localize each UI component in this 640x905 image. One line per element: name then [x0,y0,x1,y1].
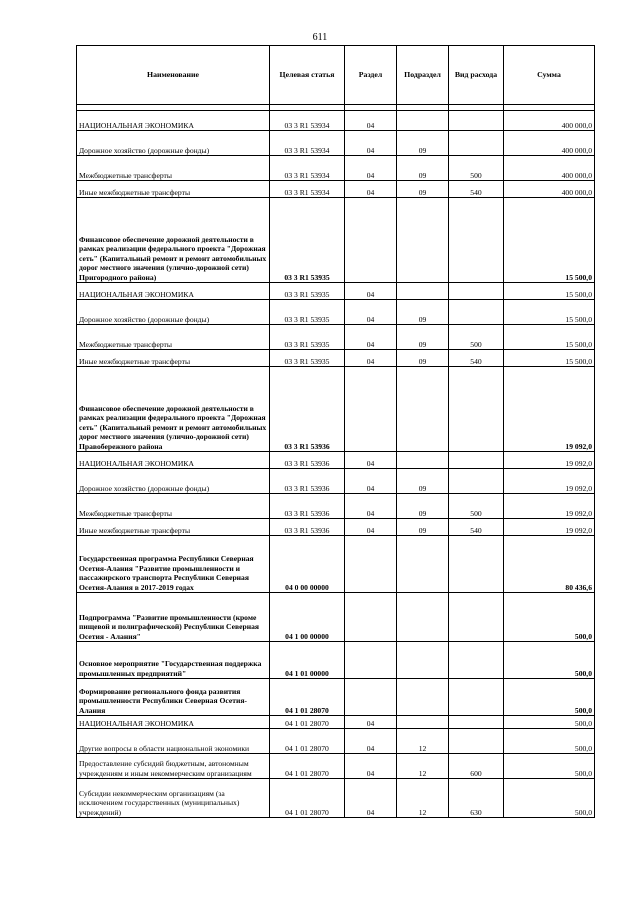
table-row [77,469,595,494]
cell-article: 03 3 R1 53936 [270,519,345,536]
cell-subsection: 09 [397,181,449,198]
cell-article: 04 1 01 28070 [270,716,345,729]
header-expense-type: Вид расхода [449,46,504,105]
cell-name: НАЦИОНАЛЬНАЯ ЭКОНОМИКА [77,716,270,729]
cell-subsection: 12 [397,754,449,779]
cell-sum: 19 092,0 [504,452,595,469]
cell-subsection [397,716,449,729]
header-sum: Сумма [504,46,595,105]
cell-expense-type [449,593,504,642]
cell-expense-type [449,198,504,283]
cell-sum: 19 092,0 [504,469,595,494]
cell-expense-type [449,367,504,452]
cell-sum: 400 000,0 [504,181,595,198]
table-row [77,494,595,519]
cell-name: Предоставление субсидий бюджетным, автономным учреждениям и иным некоммерческим организациям [77,754,270,779]
cell-subsection [397,593,449,642]
cell-sum: 19 092,0 [504,367,595,452]
cell-article: 04 1 01 28070 [270,754,345,779]
table-row [77,729,595,754]
table-row [77,367,595,452]
cell-sum: 500,0 [504,779,595,818]
cell-name: Формирование регионального фонда развития промышленности Республики Северная Осетия-Алания [77,679,270,716]
cell-name: Иные межбюджетные трансферты [77,350,270,367]
cell-name: Межбюджетные трансферты [77,494,270,519]
cell-expense-type [449,716,504,729]
cell-article: 03 3 R1 53936 [270,452,345,469]
cell-name: Межбюджетные трансферты [77,156,270,181]
cell-name: Иные межбюджетные трансферты [77,519,270,536]
header-subsection: Подраздел [397,46,449,105]
cell-subsection [397,536,449,593]
cell-section: 04 [345,131,397,156]
cell-expense-type: 500 [449,494,504,519]
cell-expense-type: 540 [449,181,504,198]
cell-article: 04 0 00 00000 [270,536,345,593]
cell-article: 03 3 R1 53935 [270,198,345,283]
cell-subsection [397,642,449,679]
cell-name: Другие вопросы в области национальной экономики [77,729,270,754]
table-row [77,754,595,779]
cell-section [345,536,397,593]
cell-subsection: 09 [397,325,449,350]
cell-expense-type [449,469,504,494]
table-header-row [77,46,595,105]
table-row [77,536,595,593]
cell-article: 03 3 R1 53936 [270,494,345,519]
table-row [77,452,595,469]
cell-name: Подпрограмма "Развитие промышленности (кроме пищевой и полиграфической) Республики Северная Осетия - Алания" [77,593,270,642]
cell-section [345,367,397,452]
cell-name: Межбюджетные трансферты [77,325,270,350]
cell-article: 03 3 R1 53935 [270,300,345,325]
cell-subsection [397,367,449,452]
cell-expense-type [449,642,504,679]
cell-article: 03 3 R1 53935 [270,325,345,350]
table-row [77,283,595,300]
cell-sum: 500,0 [504,679,595,716]
cell-section: 04 [345,111,397,131]
cell-sum: 15 500,0 [504,325,595,350]
cell-expense-type: 600 [449,754,504,779]
cell-subsection: 12 [397,779,449,818]
cell-expense-type [449,300,504,325]
header-article: Целевая статья [270,46,345,105]
cell-subsection: 12 [397,729,449,754]
cell-section: 04 [345,469,397,494]
cell-sum: 19 092,0 [504,519,595,536]
cell-name: Дорожное хозяйство (дорожные фонды) [77,469,270,494]
cell-subsection [397,111,449,131]
table-row [77,679,595,716]
cell-name: Финансовое обеспечение дорожной деятельности в рамках реализации федерального проекта "Дорожная сеть" (Капитальный ремонт и ремонт автомобильных дорог местного значения (улично-дорожной сети) Пригородного района) [77,198,270,283]
cell-sum: 15 500,0 [504,300,595,325]
cell-name: НАЦИОНАЛЬНАЯ ЭКОНОМИКА [77,111,270,131]
cell-expense-type [449,536,504,593]
cell-name: Дорожное хозяйство (дорожные фонды) [77,300,270,325]
cell-section [345,642,397,679]
cell-article: 04 1 01 00000 [270,642,345,679]
cell-expense-type [449,131,504,156]
cell-section: 04 [345,452,397,469]
cell-expense-type: 630 [449,779,504,818]
cell-section: 04 [345,716,397,729]
cell-subsection: 09 [397,131,449,156]
page-number: 611 [312,32,328,43]
cell-expense-type [449,111,504,131]
cell-sum: 19 092,0 [504,494,595,519]
cell-section: 04 [345,754,397,779]
cell-expense-type [449,283,504,300]
cell-sum: 500,0 [504,642,595,679]
table-row [77,181,595,198]
cell-expense-type: 540 [449,519,504,536]
cell-section: 04 [345,350,397,367]
cell-subsection [397,198,449,283]
cell-subsection: 09 [397,494,449,519]
cell-expense-type: 500 [449,156,504,181]
cell-subsection: 09 [397,300,449,325]
budget-table [76,45,595,818]
cell-article: 04 1 01 28070 [270,729,345,754]
table-row [77,156,595,181]
cell-article: 03 3 R1 53935 [270,283,345,300]
cell-subsection: 09 [397,350,449,367]
cell-sum: 15 500,0 [504,283,595,300]
cell-expense-type [449,679,504,716]
cell-sum: 500,0 [504,716,595,729]
cell-name: Финансовое обеспечение дорожной деятельности в рамках реализации федерального проекта "Дорожная сеть" (Капитальный ремонт и ремонт автомобильных дорог местного значения (улично-дорожной сети) Правобережного района [77,367,270,452]
table-row [77,198,595,283]
cell-sum: 400 000,0 [504,156,595,181]
cell-section [345,593,397,642]
cell-subsection [397,452,449,469]
cell-expense-type [449,729,504,754]
cell-section [345,679,397,716]
cell-article: 03 3 R1 53934 [270,181,345,198]
cell-name: НАЦИОНАЛЬНАЯ ЭКОНОМИКА [77,283,270,300]
table-row [77,779,595,818]
table-row [77,325,595,350]
table-row [77,111,595,131]
cell-section: 04 [345,779,397,818]
table-row [77,593,595,642]
cell-expense-type: 540 [449,350,504,367]
cell-article: 03 3 R1 53935 [270,350,345,367]
cell-subsection: 09 [397,469,449,494]
cell-sum: 500,0 [504,593,595,642]
cell-name: НАЦИОНАЛЬНАЯ ЭКОНОМИКА [77,452,270,469]
cell-expense-type: 500 [449,325,504,350]
cell-name: Основное мероприятие "Государственная поддержка промышленных предприятий" [77,642,270,679]
cell-section: 04 [345,519,397,536]
header-section: Раздел [345,46,397,105]
table-row [77,642,595,679]
cell-name: Дорожное хозяйство (дорожные фонды) [77,131,270,156]
cell-name: Иные межбюджетные трансферты [77,181,270,198]
cell-article: 04 1 00 00000 [270,593,345,642]
cell-article: 03 3 R1 53936 [270,469,345,494]
cell-subsection: 09 [397,156,449,181]
cell-sum: 80 436,6 [504,536,595,593]
cell-section: 04 [345,325,397,350]
cell-section: 04 [345,494,397,519]
cell-sum: 500,0 [504,754,595,779]
cell-subsection [397,679,449,716]
cell-subsection: 09 [397,519,449,536]
cell-name: Субсидии некоммерческим организациям (за исключением государственных (муниципальных) учреждений) [77,779,270,818]
cell-section: 04 [345,156,397,181]
cell-sum: 400 000,0 [504,111,595,131]
table-row [77,300,595,325]
cell-section: 04 [345,181,397,198]
cell-sum: 15 500,0 [504,350,595,367]
table-row [77,131,595,156]
cell-subsection [397,283,449,300]
header-name: Наименование [77,46,270,105]
cell-article: 03 3 R1 53934 [270,156,345,181]
cell-article: 04 1 01 28070 [270,679,345,716]
cell-article: 03 3 R1 53934 [270,131,345,156]
cell-sum: 400 000,0 [504,131,595,156]
cell-name: Государственная программа Республики Северная Осетия-Алания "Развитие промышленности и пассажирского транспорта Республики Северная Осетия-Алания в 2017-2019 годах [77,536,270,593]
cell-sum: 15 500,0 [504,198,595,283]
cell-article: 03 3 R1 53936 [270,367,345,452]
table-row [77,716,595,729]
cell-section: 04 [345,300,397,325]
table-row [77,519,595,536]
cell-article: 04 1 01 28070 [270,779,345,818]
cell-section: 04 [345,729,397,754]
table-row [77,350,595,367]
cell-expense-type [449,452,504,469]
cell-article: 03 3 R1 53934 [270,111,345,131]
cell-section: 04 [345,283,397,300]
cell-section [345,198,397,283]
cell-sum: 500,0 [504,729,595,754]
